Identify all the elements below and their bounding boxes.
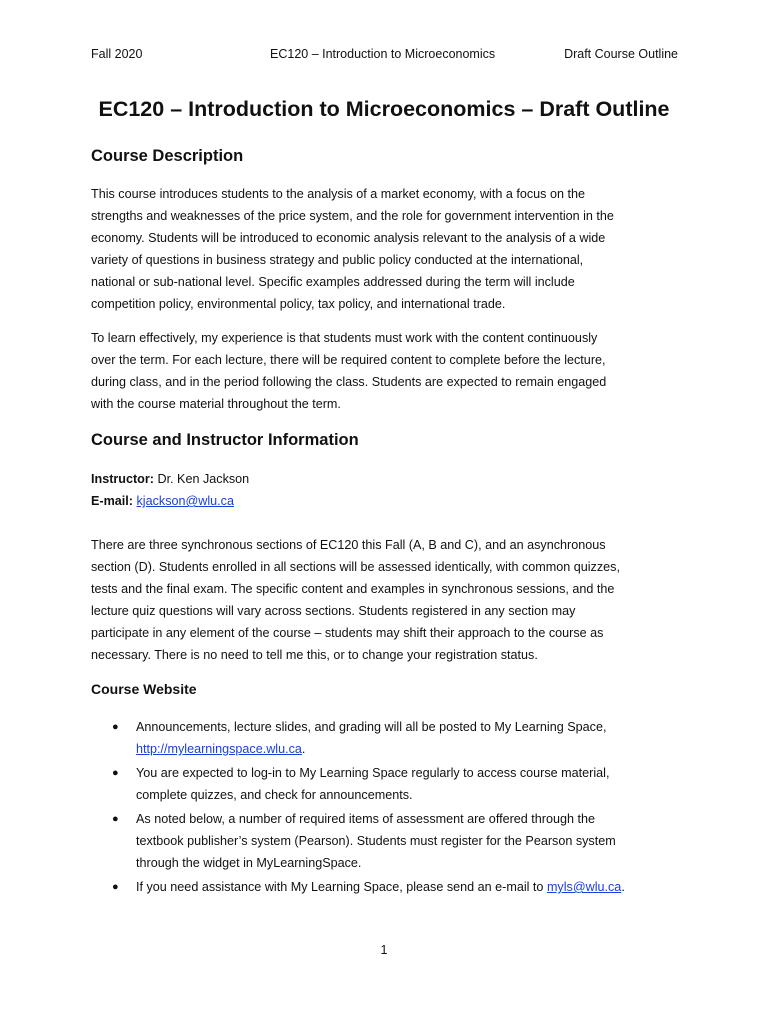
list-item [110,716,680,760]
page-title: EC120 – Introduction to Microeconomics – Draft Outline [98,97,670,121]
text-line: textbook publisher’s system (Pearson). Students must register for the Pearson system [136,834,616,848]
course-description-paragraph-2 [91,327,681,415]
bullet-icon: ● [112,721,119,733]
bullet-icon: ● [112,813,119,825]
course-description-heading: Course Description [91,147,244,165]
text-line: over the term. For each lecture, there will be required content to complete before the lecture, [91,353,606,367]
text-line: You are expected to log-in to My Learning Space regularly to access course material, [136,766,610,780]
myls-email-link[interactable]: myls@wlu.ca [546,880,622,894]
page-number: 1 [380,943,388,957]
list-item [110,762,680,806]
text-line: tests and the final exam. The specific content and examples in synchronous sessions, and the [91,582,615,596]
text-fragment: . [621,880,625,894]
text-line: To learn effectively, my experience is that students must work with the content continuously [91,331,598,345]
text-line: with the course material throughout the term. [91,397,341,411]
text-line: participate in any element of the course – students may shift their approach to the course as [91,626,604,640]
list-item [110,808,680,874]
text-line: necessary. There is no need to tell me this, or to change your registration status. [91,648,538,662]
text-line: complete quizzes, and check for announcements. [136,788,413,802]
email-line [91,490,234,512]
list-item [110,876,680,898]
text-line: lecture quiz questions will vary across sections. Students registered in any section may [91,604,576,618]
header-course: EC120 – Introduction to Microeconomics [270,47,496,61]
instructor-line [91,468,249,490]
text-line: There are three synchronous sections of EC120 this Fall (A, B and C), and an asynchronous [91,538,606,552]
header-doc-type: Draft Course Outline [564,47,678,61]
course-website-heading: Course Website [91,681,197,697]
bullet-icon: ● [112,767,119,779]
instructor-name: Dr. Ken Jackson [153,472,250,486]
text-line: through the widget in MyLearningSpace. [136,856,362,870]
text-line: This course introduces students to the analysis of a market economy, with a focus on the [91,187,585,201]
mylearningspace-link[interactable]: http://mylearningspace.wlu.ca [136,742,302,756]
text-line: competition policy, environmental policy, tax policy, and international trade. [91,297,506,311]
instructor-label: Instructor: [91,472,154,486]
course-description-paragraph-1 [91,183,681,315]
text-line: during class, and in the period following the class. Students are expected to remain engaged [91,375,607,389]
sections-paragraph [91,534,681,666]
course-website-list [110,716,680,900]
text-line: As noted below, a number of required items of assessment are offered through the [136,812,596,826]
email-label: E-mail: [91,494,133,508]
instructor-email-link[interactable]: kjackson@wlu.ca [136,494,234,508]
header-term: Fall 2020 [91,47,143,61]
instructor-info-heading: Course and Instructor Information [91,431,359,449]
text-line: economy. Students will be introduced to economic analysis relevant to the analysis of a wide [91,231,606,245]
text-line: section (D). Students enrolled in all sections will be assessed identically, with common quizzes, [91,560,620,574]
text-fragment: . [301,742,306,756]
text-fragment: If you need assistance with My Learning Space, please send an e-mail to [136,880,547,894]
text-line: strengths and weaknesses of the price system, and the role for government intervention in the [91,209,614,223]
text-line: variety of questions in business strategy and public policy conducted at the international, [91,253,584,267]
bullet-icon: ● [112,881,119,893]
text-line: national or sub-national level. Specific examples addressed during the term will include [91,275,575,289]
text-line: Announcements, lecture slides, and grading will all be posted to My Learning Space, [136,720,607,734]
